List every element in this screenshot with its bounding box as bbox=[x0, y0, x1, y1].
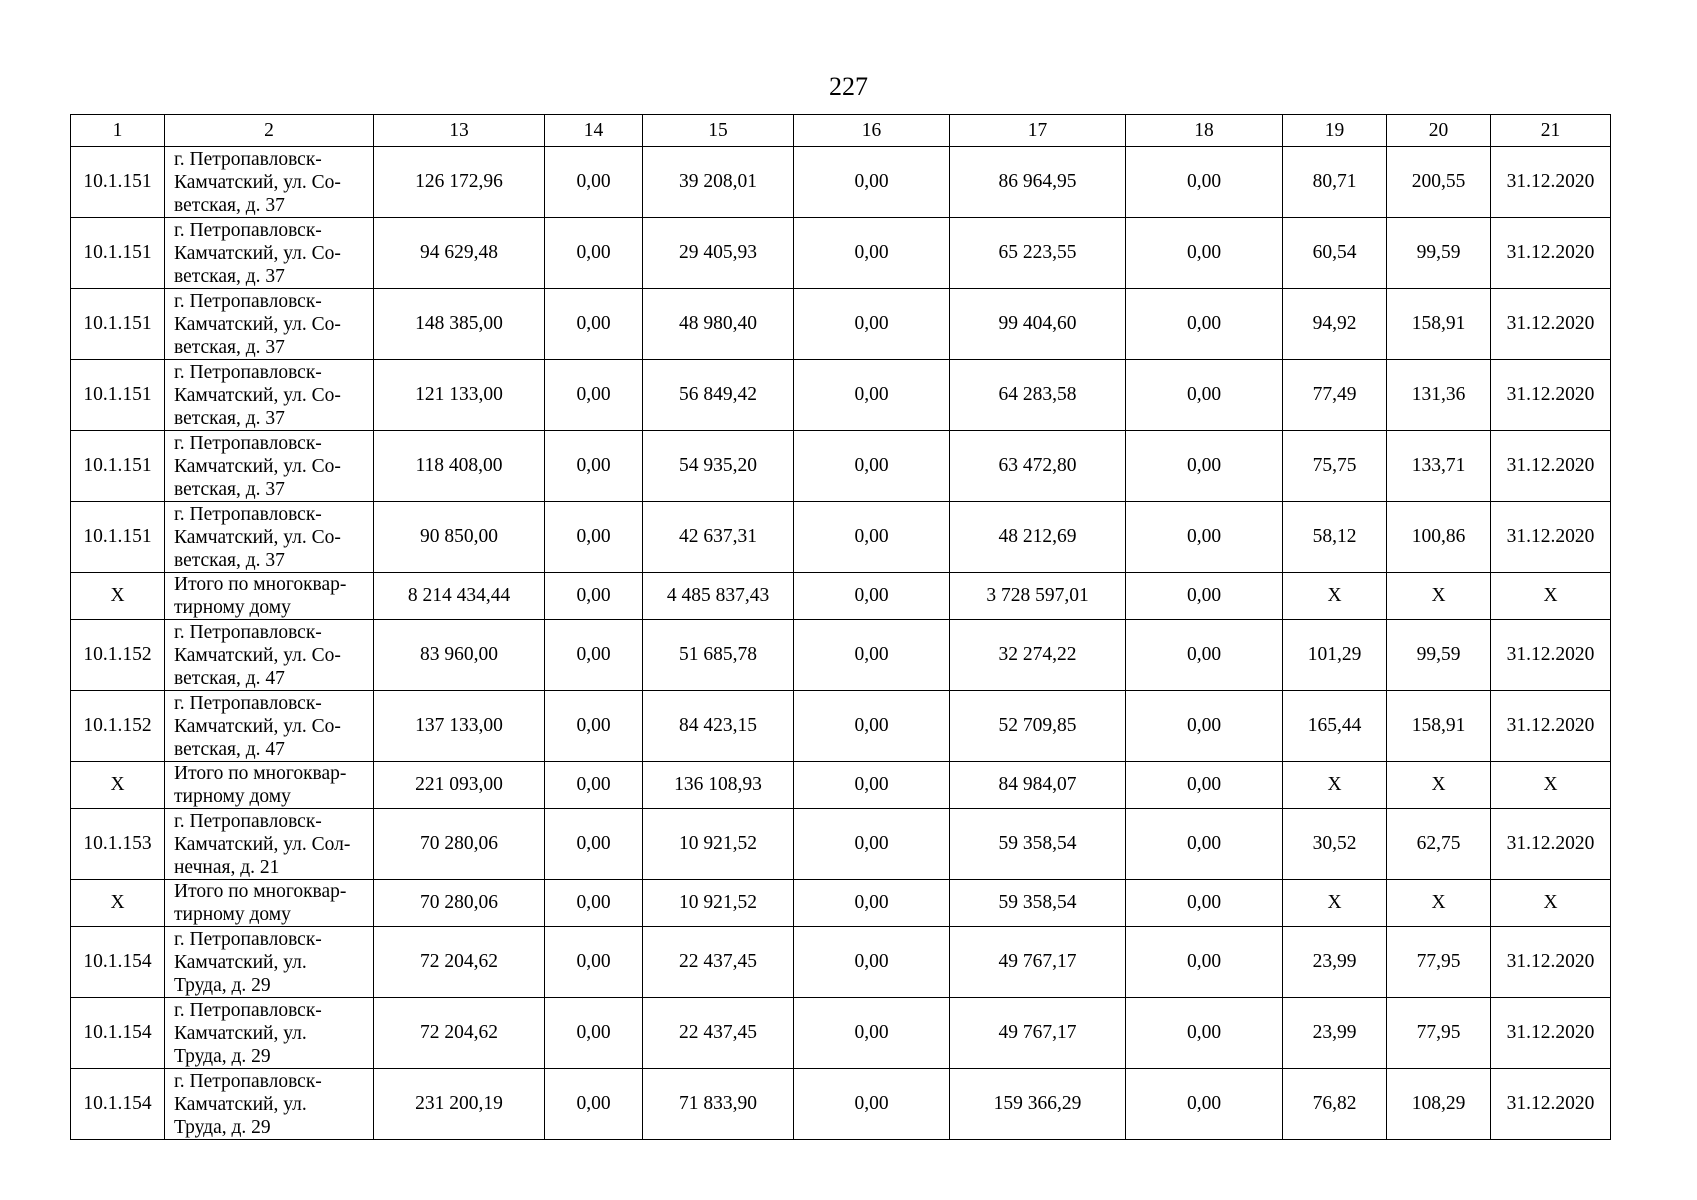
cell-c21: 31.12.2020 bbox=[1491, 691, 1611, 762]
address-line: ветская, д. 37 bbox=[174, 549, 285, 571]
cell-c21: 31.12.2020 bbox=[1491, 218, 1611, 289]
address-line: г. Петропавловск- bbox=[174, 999, 322, 1021]
cell-c21: 31.12.2020 bbox=[1491, 809, 1611, 880]
address-line: Итого по многоквар- bbox=[174, 763, 347, 784]
cell-c13: 118 408,00 bbox=[374, 431, 545, 502]
cell-c15: 54 935,20 bbox=[643, 431, 794, 502]
cell-c13: 70 280,06 bbox=[374, 880, 545, 927]
cell-c19: 94,92 bbox=[1283, 289, 1387, 360]
cell-c14: 0,00 bbox=[545, 927, 643, 998]
cell-c13: 137 133,00 bbox=[374, 691, 545, 762]
cell-c16: 0,00 bbox=[794, 809, 950, 880]
cell-c15: 56 849,42 bbox=[643, 360, 794, 431]
cell-c16: 0,00 bbox=[794, 927, 950, 998]
row-address bbox=[165, 809, 374, 880]
column-header: 17 bbox=[950, 115, 1126, 147]
cell-c20: 200,55 bbox=[1387, 147, 1491, 218]
address-line: Камчатский, ул. bbox=[174, 1093, 307, 1115]
total-row bbox=[71, 762, 1611, 809]
cell-c19: X bbox=[1283, 573, 1387, 620]
address-line: Камчатский, ул. bbox=[174, 1022, 307, 1044]
cell-c15: 84 423,15 bbox=[643, 691, 794, 762]
table-row bbox=[71, 431, 1611, 502]
address-line: Камчатский, ул. Со- bbox=[174, 313, 341, 335]
address-line: ветская, д. 37 bbox=[174, 478, 285, 500]
row-code: 10.1.152 bbox=[71, 620, 165, 691]
cell-c13: 72 204,62 bbox=[374, 927, 545, 998]
cell-c19: 58,12 bbox=[1283, 502, 1387, 573]
table-row bbox=[71, 809, 1611, 880]
column-header: 15 bbox=[643, 115, 794, 147]
cell-c18: 0,00 bbox=[1126, 927, 1283, 998]
cell-c14: 0,00 bbox=[545, 880, 643, 927]
cell-c13: 221 093,00 bbox=[374, 762, 545, 809]
address-line: Камчатский, ул. Со- bbox=[174, 171, 341, 193]
cell-c20: X bbox=[1387, 762, 1491, 809]
cell-c13: 94 629,48 bbox=[374, 218, 545, 289]
cell-c14: 0,00 bbox=[545, 147, 643, 218]
cell-c21: X bbox=[1491, 762, 1611, 809]
cell-c18: 0,00 bbox=[1126, 1069, 1283, 1140]
cell-c18: 0,00 bbox=[1126, 998, 1283, 1069]
address-line: тирному дому bbox=[174, 597, 291, 618]
address-line: г. Петропавловск- bbox=[174, 432, 322, 454]
cell-c17: 84 984,07 bbox=[950, 762, 1126, 809]
cell-c20: 108,29 bbox=[1387, 1069, 1491, 1140]
cell-c19: X bbox=[1283, 762, 1387, 809]
cell-c19: 76,82 bbox=[1283, 1069, 1387, 1140]
cell-c19: X bbox=[1283, 880, 1387, 927]
row-address bbox=[165, 147, 374, 218]
cell-c17: 59 358,54 bbox=[950, 880, 1126, 927]
row-address bbox=[165, 502, 374, 573]
cell-c20: 62,75 bbox=[1387, 809, 1491, 880]
cell-c14: 0,00 bbox=[545, 502, 643, 573]
cell-c14: 0,00 bbox=[545, 573, 643, 620]
address-line: ветская, д. 37 bbox=[174, 407, 285, 429]
address-line: Камчатский, ул. Сол- bbox=[174, 833, 351, 855]
cell-c15: 4 485 837,43 bbox=[643, 573, 794, 620]
table-row bbox=[71, 147, 1611, 218]
row-code: 10.1.154 bbox=[71, 1069, 165, 1140]
cell-c18: 0,00 bbox=[1126, 431, 1283, 502]
row-address bbox=[165, 289, 374, 360]
cell-c17: 63 472,80 bbox=[950, 431, 1126, 502]
row-address bbox=[165, 1069, 374, 1140]
cell-c21: 31.12.2020 bbox=[1491, 927, 1611, 998]
cell-c21: 31.12.2020 bbox=[1491, 147, 1611, 218]
column-header: 16 bbox=[794, 115, 950, 147]
cell-c15: 10 921,52 bbox=[643, 880, 794, 927]
cell-c20: 77,95 bbox=[1387, 998, 1491, 1069]
cell-c13: 8 214 434,44 bbox=[374, 573, 545, 620]
address-line: г. Петропавловск- bbox=[174, 692, 322, 714]
total-row bbox=[71, 880, 1611, 927]
cell-c15: 22 437,45 bbox=[643, 927, 794, 998]
row-address bbox=[165, 880, 374, 927]
row-code: 10.1.151 bbox=[71, 147, 165, 218]
address-line: тирному дому bbox=[174, 904, 291, 925]
cell-c17: 32 274,22 bbox=[950, 620, 1126, 691]
address-line: Камчатский, ул. Со- bbox=[174, 715, 341, 737]
cell-c14: 0,00 bbox=[545, 998, 643, 1069]
table-row bbox=[71, 360, 1611, 431]
cell-c14: 0,00 bbox=[545, 360, 643, 431]
cell-c19: 165,44 bbox=[1283, 691, 1387, 762]
cell-c21: 31.12.2020 bbox=[1491, 998, 1611, 1069]
row-address bbox=[165, 360, 374, 431]
cell-c14: 0,00 bbox=[545, 809, 643, 880]
cell-c21: 31.12.2020 bbox=[1491, 360, 1611, 431]
row-address bbox=[165, 927, 374, 998]
cell-c15: 22 437,45 bbox=[643, 998, 794, 1069]
table-body bbox=[71, 147, 1611, 1140]
address-line: Камчатский, ул. bbox=[174, 951, 307, 973]
cell-c20: X bbox=[1387, 880, 1491, 927]
cell-c13: 121 133,00 bbox=[374, 360, 545, 431]
cell-c17: 64 283,58 bbox=[950, 360, 1126, 431]
cell-c20: 158,91 bbox=[1387, 289, 1491, 360]
cell-c20: 77,95 bbox=[1387, 927, 1491, 998]
cell-c13: 83 960,00 bbox=[374, 620, 545, 691]
column-header: 18 bbox=[1126, 115, 1283, 147]
table-row bbox=[71, 691, 1611, 762]
cell-c17: 86 964,95 bbox=[950, 147, 1126, 218]
cell-c15: 29 405,93 bbox=[643, 218, 794, 289]
row-address bbox=[165, 620, 374, 691]
cell-c13: 231 200,19 bbox=[374, 1069, 545, 1140]
cell-c19: 80,71 bbox=[1283, 147, 1387, 218]
column-number-row bbox=[71, 115, 1611, 147]
cell-c20: 158,91 bbox=[1387, 691, 1491, 762]
address-line: г. Петропавловск- bbox=[174, 1070, 322, 1092]
cell-c17: 65 223,55 bbox=[950, 218, 1126, 289]
data-table bbox=[70, 114, 1611, 1140]
row-address bbox=[165, 573, 374, 620]
address-line: Труда, д. 29 bbox=[174, 1045, 271, 1067]
row-code: X bbox=[71, 573, 165, 620]
cell-c15: 51 685,78 bbox=[643, 620, 794, 691]
cell-c17: 48 212,69 bbox=[950, 502, 1126, 573]
row-code: 10.1.154 bbox=[71, 927, 165, 998]
column-header: 21 bbox=[1491, 115, 1611, 147]
address-line: Камчатский, ул. Со- bbox=[174, 384, 341, 406]
row-code: 10.1.151 bbox=[71, 502, 165, 573]
cell-c15: 42 637,31 bbox=[643, 502, 794, 573]
cell-c16: 0,00 bbox=[794, 620, 950, 691]
cell-c18: 0,00 bbox=[1126, 620, 1283, 691]
address-line: ветская, д. 47 bbox=[174, 667, 285, 689]
address-line: ветская, д. 37 bbox=[174, 265, 285, 287]
cell-c15: 48 980,40 bbox=[643, 289, 794, 360]
cell-c20: X bbox=[1387, 573, 1491, 620]
cell-c15: 39 208,01 bbox=[643, 147, 794, 218]
cell-c16: 0,00 bbox=[794, 218, 950, 289]
cell-c14: 0,00 bbox=[545, 1069, 643, 1140]
address-line: Труда, д. 29 bbox=[174, 1116, 271, 1138]
cell-c18: 0,00 bbox=[1126, 691, 1283, 762]
cell-c18: 0,00 bbox=[1126, 147, 1283, 218]
address-line: г. Петропавловск- bbox=[174, 928, 322, 950]
cell-c21: 31.12.2020 bbox=[1491, 1069, 1611, 1140]
address-line: Итого по многоквар- bbox=[174, 574, 347, 595]
cell-c18: 0,00 bbox=[1126, 880, 1283, 927]
row-code: 10.1.151 bbox=[71, 289, 165, 360]
address-line: ветская, д. 47 bbox=[174, 738, 285, 760]
address-line: Камчатский, ул. Со- bbox=[174, 644, 341, 666]
row-address bbox=[165, 762, 374, 809]
row-code: X bbox=[71, 762, 165, 809]
address-line: Камчатский, ул. Со- bbox=[174, 242, 341, 264]
table-row bbox=[71, 289, 1611, 360]
column-header: 13 bbox=[374, 115, 545, 147]
table-row bbox=[71, 927, 1611, 998]
row-code: 10.1.152 bbox=[71, 691, 165, 762]
column-header: 2 bbox=[165, 115, 374, 147]
cell-c13: 90 850,00 bbox=[374, 502, 545, 573]
row-address bbox=[165, 431, 374, 502]
address-line: г. Петропавловск- bbox=[174, 810, 322, 832]
row-code: 10.1.154 bbox=[71, 998, 165, 1069]
cell-c21: 31.12.2020 bbox=[1491, 289, 1611, 360]
cell-c20: 131,36 bbox=[1387, 360, 1491, 431]
cell-c17: 52 709,85 bbox=[950, 691, 1126, 762]
cell-c19: 77,49 bbox=[1283, 360, 1387, 431]
cell-c20: 99,59 bbox=[1387, 218, 1491, 289]
address-line: ветская, д. 37 bbox=[174, 194, 285, 216]
cell-c13: 148 385,00 bbox=[374, 289, 545, 360]
cell-c18: 0,00 bbox=[1126, 502, 1283, 573]
address-line: ветская, д. 37 bbox=[174, 336, 285, 358]
row-address bbox=[165, 998, 374, 1069]
cell-c15: 136 108,93 bbox=[643, 762, 794, 809]
address-line: нечная, д. 21 bbox=[174, 856, 280, 878]
cell-c17: 159 366,29 bbox=[950, 1069, 1126, 1140]
address-line: тирному дому bbox=[174, 786, 291, 807]
cell-c16: 0,00 bbox=[794, 691, 950, 762]
cell-c16: 0,00 bbox=[794, 147, 950, 218]
row-address bbox=[165, 218, 374, 289]
address-line: Камчатский, ул. Со- bbox=[174, 455, 341, 477]
cell-c17: 59 358,54 bbox=[950, 809, 1126, 880]
address-line: г. Петропавловск- bbox=[174, 148, 322, 170]
cell-c16: 0,00 bbox=[794, 1069, 950, 1140]
cell-c18: 0,00 bbox=[1126, 573, 1283, 620]
cell-c18: 0,00 bbox=[1126, 360, 1283, 431]
cell-c16: 0,00 bbox=[794, 880, 950, 927]
cell-c21: X bbox=[1491, 573, 1611, 620]
cell-c13: 126 172,96 bbox=[374, 147, 545, 218]
cell-c21: 31.12.2020 bbox=[1491, 502, 1611, 573]
cell-c19: 30,52 bbox=[1283, 809, 1387, 880]
address-line: г. Петропавловск- bbox=[174, 621, 322, 643]
cell-c16: 0,00 bbox=[794, 289, 950, 360]
cell-c21: X bbox=[1491, 880, 1611, 927]
table-row bbox=[71, 998, 1611, 1069]
table-row bbox=[71, 218, 1611, 289]
cell-c17: 49 767,17 bbox=[950, 927, 1126, 998]
cell-c19: 23,99 bbox=[1283, 927, 1387, 998]
cell-c14: 0,00 bbox=[545, 620, 643, 691]
cell-c19: 23,99 bbox=[1283, 998, 1387, 1069]
cell-c15: 71 833,90 bbox=[643, 1069, 794, 1140]
cell-c21: 31.12.2020 bbox=[1491, 431, 1611, 502]
cell-c19: 101,29 bbox=[1283, 620, 1387, 691]
row-code: 10.1.151 bbox=[71, 360, 165, 431]
cell-c20: 99,59 bbox=[1387, 620, 1491, 691]
cell-c18: 0,00 bbox=[1126, 289, 1283, 360]
column-header: 20 bbox=[1387, 115, 1491, 147]
cell-c13: 72 204,62 bbox=[374, 998, 545, 1069]
address-line: г. Петропавловск- bbox=[174, 219, 322, 241]
cell-c14: 0,00 bbox=[545, 431, 643, 502]
cell-c16: 0,00 bbox=[794, 360, 950, 431]
cell-c16: 0,00 bbox=[794, 431, 950, 502]
address-line: г. Петропавловск- bbox=[174, 290, 322, 312]
table-row bbox=[71, 620, 1611, 691]
cell-c20: 133,71 bbox=[1387, 431, 1491, 502]
cell-c21: 31.12.2020 bbox=[1491, 620, 1611, 691]
cell-c14: 0,00 bbox=[545, 691, 643, 762]
cell-c19: 60,54 bbox=[1283, 218, 1387, 289]
row-code: 10.1.153 bbox=[71, 809, 165, 880]
address-line: г. Петропавловск- bbox=[174, 361, 322, 383]
cell-c16: 0,00 bbox=[794, 502, 950, 573]
cell-c20: 100,86 bbox=[1387, 502, 1491, 573]
cell-c16: 0,00 bbox=[794, 998, 950, 1069]
cell-c19: 75,75 bbox=[1283, 431, 1387, 502]
page-number: 227 bbox=[829, 72, 868, 101]
cell-c18: 0,00 bbox=[1126, 762, 1283, 809]
row-code: 10.1.151 bbox=[71, 431, 165, 502]
cell-c14: 0,00 bbox=[545, 218, 643, 289]
address-line: г. Петропавловск- bbox=[174, 503, 322, 525]
cell-c17: 49 767,17 bbox=[950, 998, 1126, 1069]
cell-c15: 10 921,52 bbox=[643, 809, 794, 880]
address-line: Труда, д. 29 bbox=[174, 974, 271, 996]
cell-c17: 99 404,60 bbox=[950, 289, 1126, 360]
column-header: 1 bbox=[71, 115, 165, 147]
address-line: Итого по многоквар- bbox=[174, 881, 347, 902]
cell-c14: 0,00 bbox=[545, 762, 643, 809]
cell-c17: 3 728 597,01 bbox=[950, 573, 1126, 620]
address-line: Камчатский, ул. Со- bbox=[174, 526, 341, 548]
cell-c18: 0,00 bbox=[1126, 218, 1283, 289]
cell-c16: 0,00 bbox=[794, 762, 950, 809]
row-code: X bbox=[71, 880, 165, 927]
column-header: 14 bbox=[545, 115, 643, 147]
cell-c14: 0,00 bbox=[545, 289, 643, 360]
column-header: 19 bbox=[1283, 115, 1387, 147]
total-row bbox=[71, 573, 1611, 620]
row-address bbox=[165, 691, 374, 762]
cell-c16: 0,00 bbox=[794, 573, 950, 620]
cell-c13: 70 280,06 bbox=[374, 809, 545, 880]
row-code: 10.1.151 bbox=[71, 218, 165, 289]
table-row bbox=[71, 502, 1611, 573]
table-row bbox=[71, 1069, 1611, 1140]
cell-c18: 0,00 bbox=[1126, 809, 1283, 880]
